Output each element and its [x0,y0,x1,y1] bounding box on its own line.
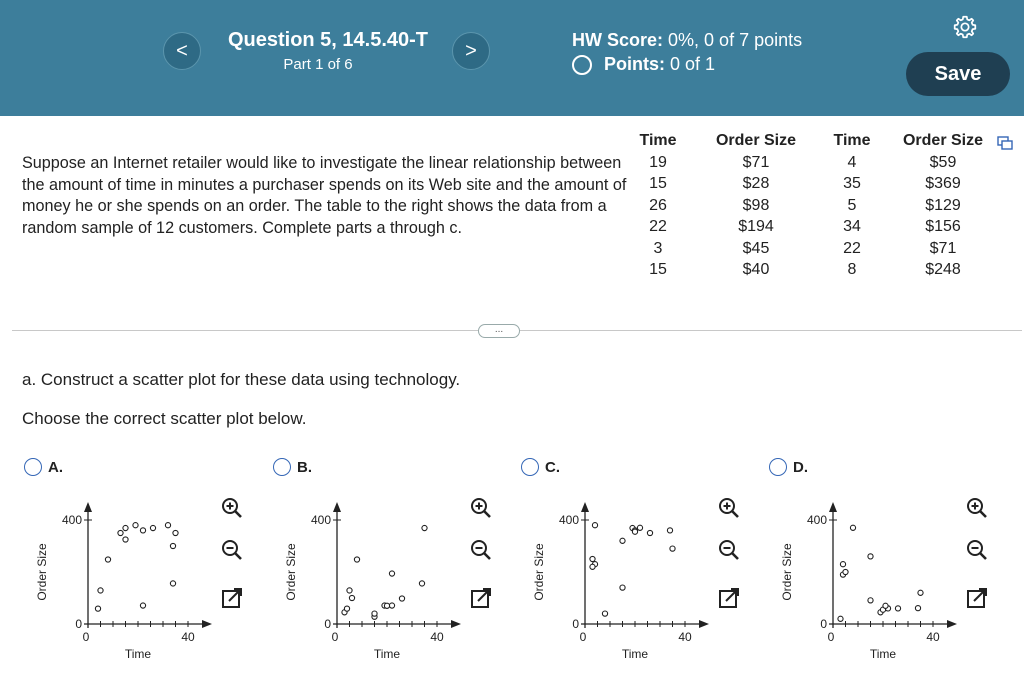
data-point [620,585,625,590]
data-point [349,595,354,600]
table-header-row [630,130,1008,152]
table-cell: 35 [843,175,861,193]
option-b-header[interactable] [273,458,312,476]
y-axis-label: Order Size [35,543,49,601]
option-d-header[interactable] [769,458,808,476]
y-axis-arrow [829,502,837,512]
choose-instruction: Choose the correct scatter plot below. [22,409,307,428]
option-b-radio[interactable] [273,458,291,476]
x-axis-label: Time [124,647,152,661]
next-question-button[interactable]: > [452,32,490,70]
table-cell: $129 [925,196,961,214]
option-a-label: A. [48,458,63,476]
y-axis-label: Order Size [284,543,298,601]
table-cell: 8 [847,261,857,279]
option-d[interactable] [769,458,1015,668]
table-row [630,238,1008,260]
option-c-header[interactable] [521,458,560,476]
y-tick-label: 0 [75,617,82,631]
data-point [98,588,103,593]
data-point [389,571,394,576]
header-order-size-2: Order Size [902,132,984,149]
data-point [915,606,920,611]
points-circle-icon [572,55,592,75]
data-point [590,564,595,569]
hw-score-value: 0%, 0 of 7 points [668,30,803,50]
data-point [592,523,597,528]
data-point [602,611,607,616]
data-point [667,528,672,533]
data-point [620,538,625,543]
data-point [384,603,389,608]
table-row [630,152,1008,174]
hw-score [572,30,802,51]
points [572,54,715,75]
data-point [632,529,637,534]
zoom-in-icon[interactable] [220,496,244,520]
option-a-header[interactable] [24,458,63,476]
zoom-out-icon[interactable] [220,538,244,562]
scatter-plot-a [24,488,214,666]
open-new-window-icon[interactable] [717,586,741,610]
table-cell: $156 [925,218,961,236]
scatter-plot-d [769,488,959,666]
header-order-size-1: Order Size [715,132,797,149]
x-axis-arrow [699,620,709,628]
y-axis-arrow [333,502,341,512]
open-new-window-icon[interactable] [469,586,493,610]
open-new-window-icon[interactable] [965,586,989,610]
data-point [422,525,427,530]
table-cell: 19 [649,153,667,171]
option-a-radio[interactable] [24,458,42,476]
table-row [630,195,1008,217]
data-point [150,525,155,530]
table-cell: 34 [843,218,861,236]
data-point [123,537,128,542]
data-point [354,557,359,562]
table-cell: $45 [742,239,770,257]
option-c[interactable] [521,458,767,668]
y-axis-label: Order Size [780,543,794,601]
y-tick-label: 400 [61,513,82,527]
data-point [372,611,377,616]
scatter-plot-b [273,488,463,666]
question-title: Question 5, 14.5.40-T [227,29,429,51]
x-axis-arrow [947,620,957,628]
table-row [630,217,1008,239]
data-point [918,590,923,595]
data-point [95,606,100,611]
data-point [165,523,170,528]
data-point [347,588,352,593]
data-table [630,130,1008,281]
table-cell: $40 [742,261,770,279]
x-axis-arrow [451,620,461,628]
table-cell: 3 [653,239,663,257]
table-cell: $369 [925,175,961,193]
header-bar [0,0,1024,116]
table-cell: 5 [847,196,857,214]
x-axis-label: Time [373,647,401,661]
x-tick-label: 0 [827,630,835,644]
points-label: Points: [604,54,665,74]
points-value: 0 of 1 [670,54,716,74]
table-row [630,260,1008,282]
zoom-in-icon[interactable] [717,496,741,520]
option-c-label: C. [545,458,560,476]
option-b[interactable] [273,458,519,668]
data-point [140,603,145,608]
data-point [647,530,652,535]
table-cell: 22 [843,239,861,257]
zoom-in-icon[interactable] [469,496,493,520]
zoom-in-icon[interactable] [965,496,989,520]
header-time-2: Time [833,132,871,149]
zoom-out-icon[interactable] [965,538,989,562]
data-point [637,525,642,530]
x-tick-label: 40 [926,630,940,644]
data-point [840,562,845,567]
problem-text: Suppose an Internet retailer would like to investigate the linear relationship between the amount of time in minutes a purchaser spends on its Web site and the amount of money he or she spends on an order. The table to the right shows the data from a random sample of 12 customers. Complete parts a through c. [22,154,627,237]
y-tick-label: 0 [572,617,579,631]
data-point [399,596,404,601]
zoom-out-icon[interactable] [717,538,741,562]
y-axis-label: Order Size [532,543,546,601]
y-axis-arrow [581,502,589,512]
more-button[interactable]: ... [478,324,520,338]
table-cell: $194 [738,218,774,236]
table-cell: $248 [925,261,961,279]
gear-icon[interactable] [952,14,978,40]
save-button[interactable]: Save [906,52,1010,96]
option-b-label: B. [297,458,312,476]
data-point [344,606,349,611]
data-point [123,525,128,530]
table-cell: $71 [929,239,957,257]
y-tick-label: 0 [820,617,827,631]
scatter-plot-c [521,488,711,666]
data-point [133,523,138,528]
x-tick-label: 40 [181,630,195,644]
x-axis-arrow [202,620,212,628]
option-a[interactable] [24,458,270,668]
x-tick-label: 0 [331,630,339,644]
table-cell: 22 [649,218,667,236]
zoom-out-icon[interactable] [469,538,493,562]
data-point [170,581,175,586]
data-point [419,581,424,586]
data-point [173,530,178,535]
data-point [670,546,675,551]
data-point [843,569,848,574]
table-row [630,174,1008,196]
data-point [838,616,843,621]
y-tick-label: 400 [806,513,827,527]
data-point [105,557,110,562]
data-point [850,525,855,530]
data-point [883,603,888,608]
open-new-window-icon[interactable] [220,586,244,610]
data-point [868,598,873,603]
x-tick-label: 0 [579,630,587,644]
data-point [590,556,595,561]
copy-table-icon[interactable] [997,136,1013,150]
x-tick-label: 40 [678,630,692,644]
table-cell: 26 [649,196,667,214]
header-time-1: Time [639,132,677,149]
y-tick-label: 400 [310,513,331,527]
y-tick-label: 400 [558,513,579,527]
table-cell: $28 [742,175,770,193]
x-tick-label: 40 [430,630,444,644]
table-cell: 15 [649,261,667,279]
table-cell: $59 [929,153,957,171]
table-cell: $98 [742,196,770,214]
option-d-label: D. [793,458,808,476]
data-point [170,543,175,548]
x-tick-label: 0 [82,630,90,644]
x-axis-label: Time [621,647,649,661]
option-c-radio[interactable] [521,458,539,476]
table-cell: $71 [742,153,770,171]
table-cell: 4 [847,153,857,171]
data-point [389,603,394,608]
option-d-radio[interactable] [769,458,787,476]
previous-question-button[interactable]: < [163,32,201,70]
part-a-instruction: a. Construct a scatter plot for these data using technology. [22,370,461,389]
data-point [140,528,145,533]
y-tick-label: 0 [324,617,331,631]
data-point [895,606,900,611]
x-axis-label: Time [869,647,897,661]
question-part: Part 1 of 6 [283,56,353,73]
table-cell: 15 [649,175,667,193]
y-axis-arrow [84,502,92,512]
data-point [118,530,123,535]
hw-score-label: HW Score: [572,30,664,50]
data-point [868,554,873,559]
